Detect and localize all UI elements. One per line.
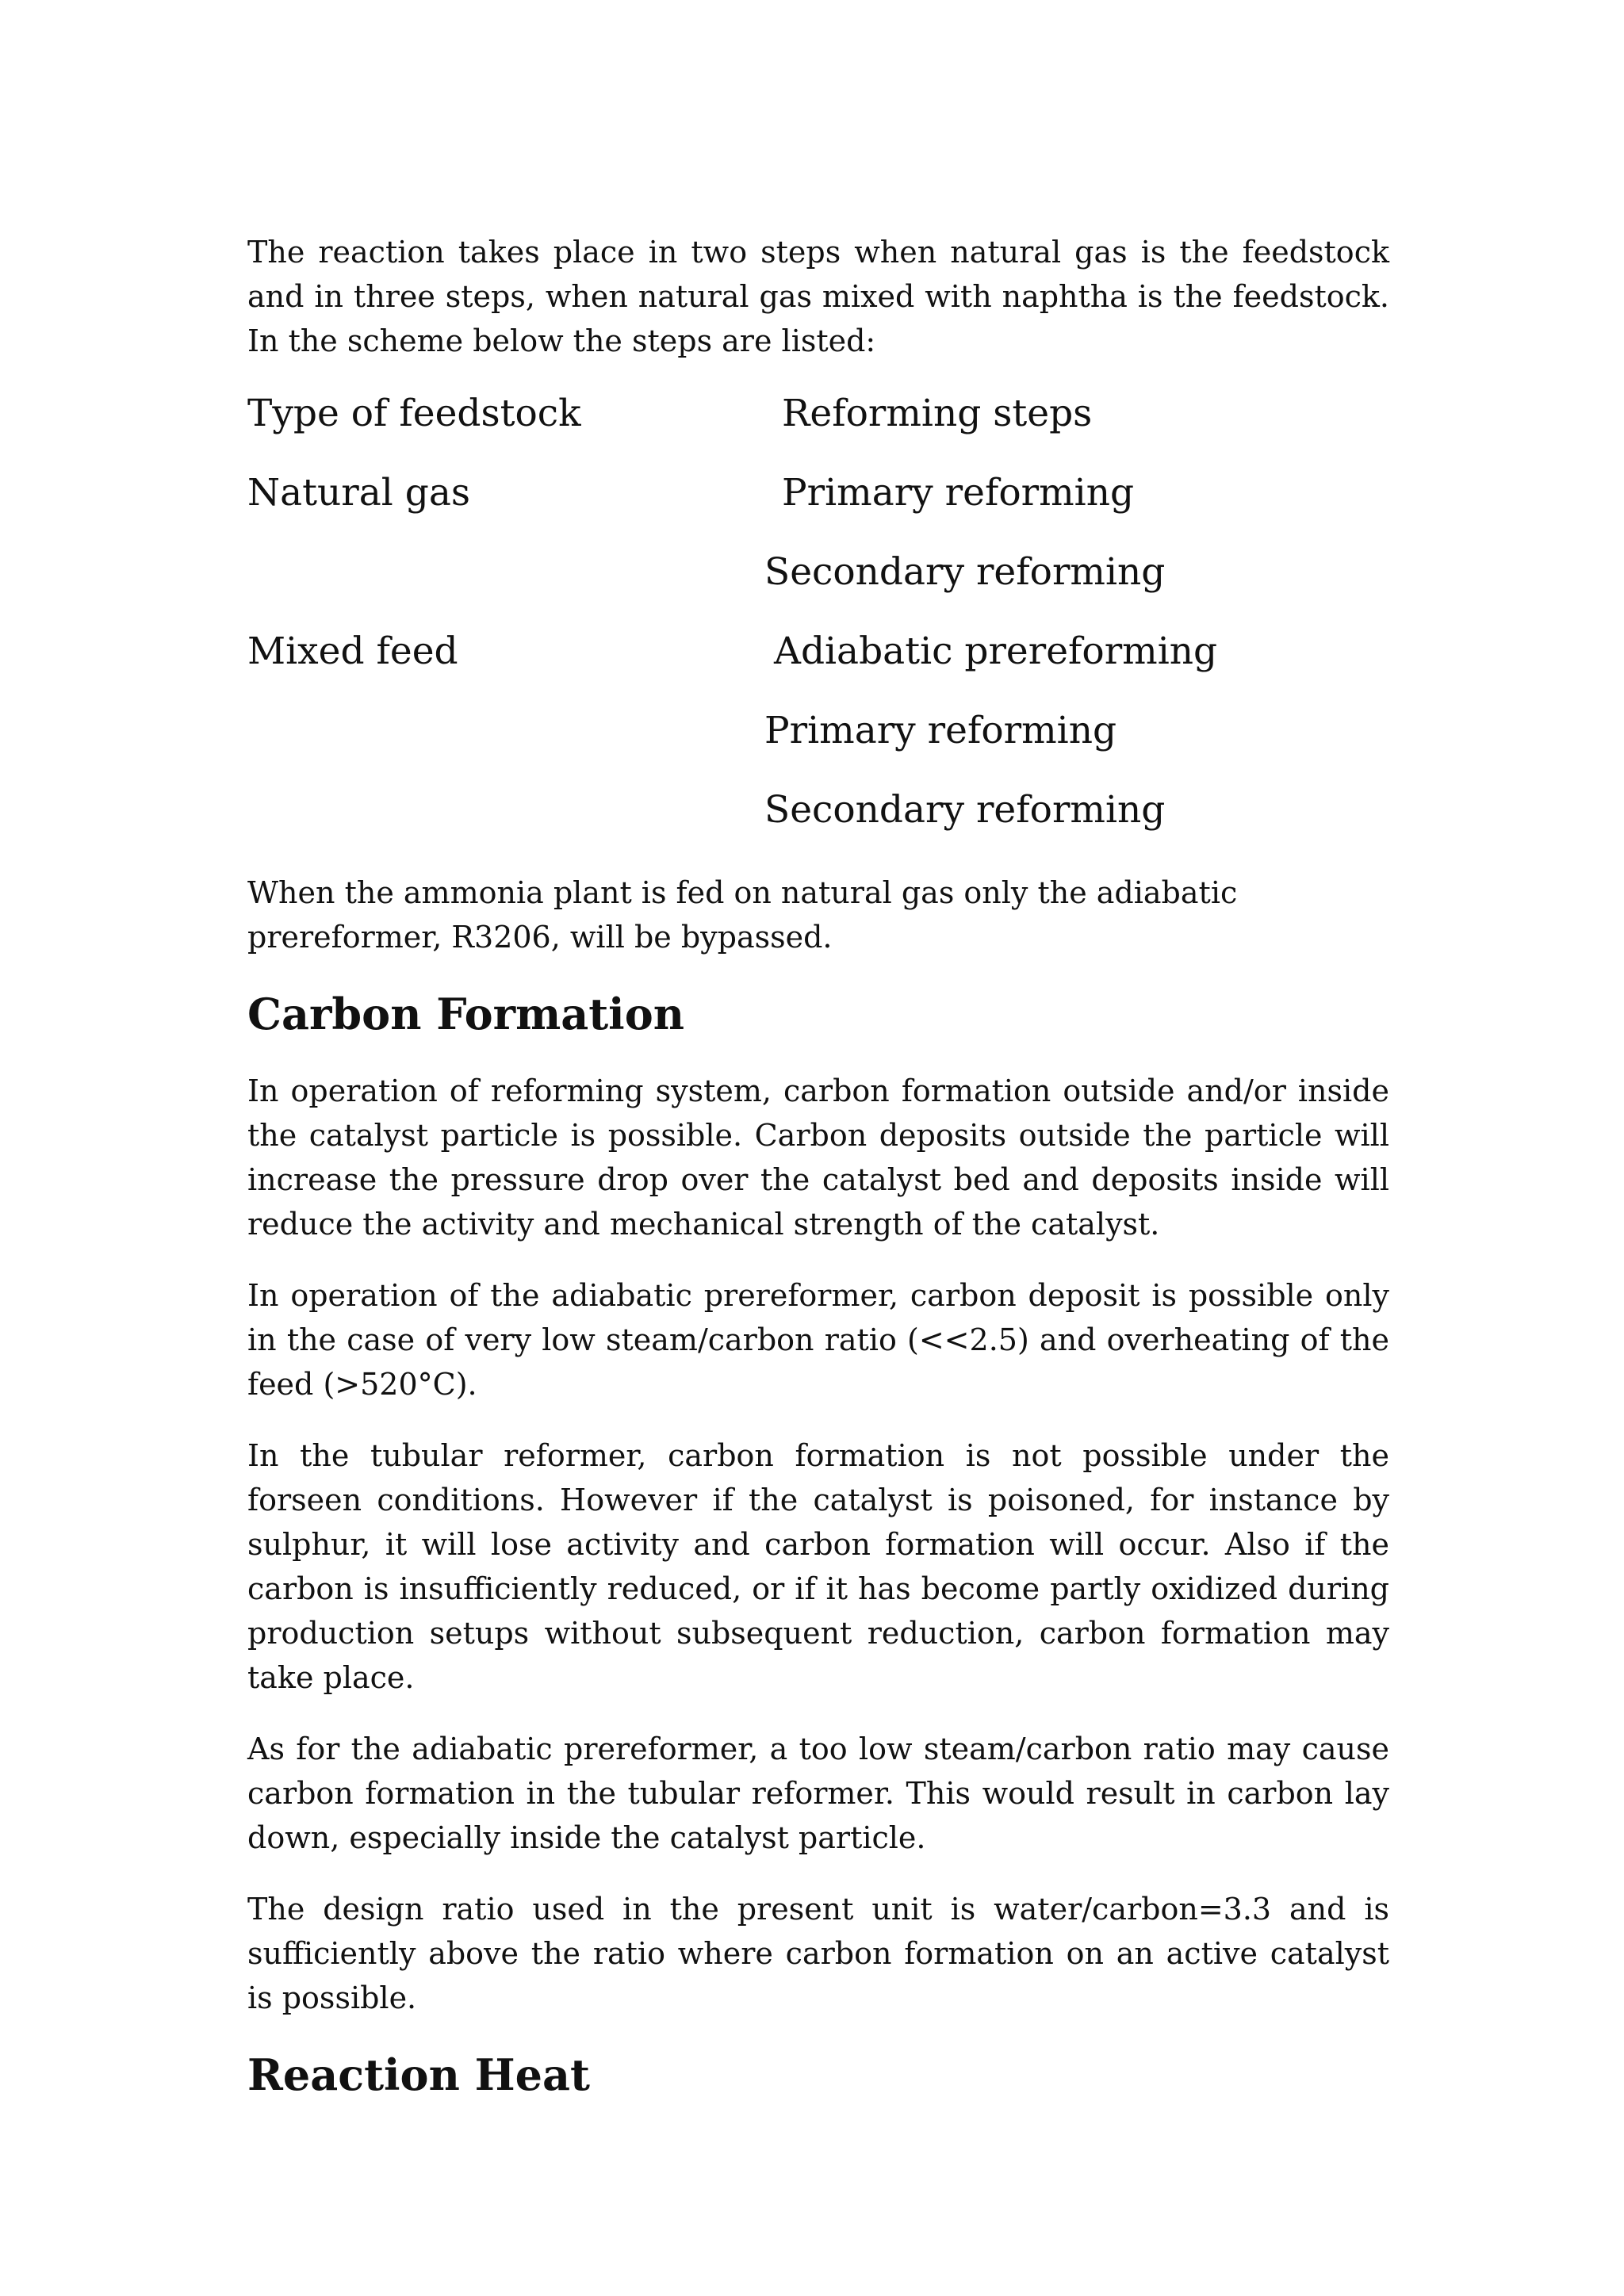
- scheme-step: Secondary reforming: [764, 788, 1166, 832]
- scheme-feed-mixed: Mixed feed: [247, 629, 458, 673]
- carbon-paragraph: In operation of the adiabatic prereformer, carbon deposit is possible only in the case of very low steam/carbon ratio (<<2.5) and overheating of the feed (>520°C).: [247, 1278, 1389, 1402]
- carbon-formation-heading: Carbon Formation: [247, 989, 684, 1039]
- carbon-paragraph: In operation of reforming system, carbon formation outside and/or inside the catalyst particle is possible. Carbon deposits outside the particle will increase the pressure drop over the catalyst bed and deposits inside will reduce the activity and mechanical strength of the catalyst.: [247, 1073, 1389, 1242]
- scheme-header-steps: Reforming steps: [782, 392, 1093, 435]
- carbon-paragraph: The design ratio used in the present unit is water/carbon=3.3 and is sufficiently above the ratio where carbon formation on an active catalyst is possible.: [247, 1892, 1389, 2015]
- document-page: [247, 230, 1389, 2130]
- carbon-paragraph: As for the adiabatic prereformer, a too low steam/carbon ratio may cause carbon formation in the tubular reformer. This would result in carbon lay down, especially inside the catalyst particle.: [247, 1732, 1389, 1855]
- scheme-step: Primary reforming: [782, 471, 1135, 515]
- scheme-step: Primary reforming: [764, 709, 1117, 752]
- scheme-feed-natural-gas: Natural gas: [247, 471, 470, 515]
- scheme-step: Secondary reforming: [764, 550, 1166, 594]
- scheme-step: Adiabatic prereforming: [774, 629, 1218, 673]
- intro-paragraph: The reaction takes place in two steps when natural gas is the feedstock and in three steps, when natural gas mixed with naphtha is the feedstock. In the scheme below the steps are listed:: [247, 235, 1389, 358]
- scheme-header-feedstock: Type of feedstock: [247, 392, 581, 435]
- carbon-paragraph: In the tubular reformer, carbon formation is not possible under the forseen conditions. However if the catalyst is poisoned, for instance by sulphur, it will lose activity and carbon formation will occur. Also if the carbon is insufficiently reduced, or if it has become partly oxidized during production setups without subsequent reduction, carbon formation may take place.: [247, 1438, 1389, 1695]
- bypass-note: When the ammonia plant is fed on natural gas only the adiabatic prereformer, R3206, will be bypassed.: [247, 875, 1238, 955]
- reaction-heat-heading: Reaction Heat: [247, 2049, 590, 2100]
